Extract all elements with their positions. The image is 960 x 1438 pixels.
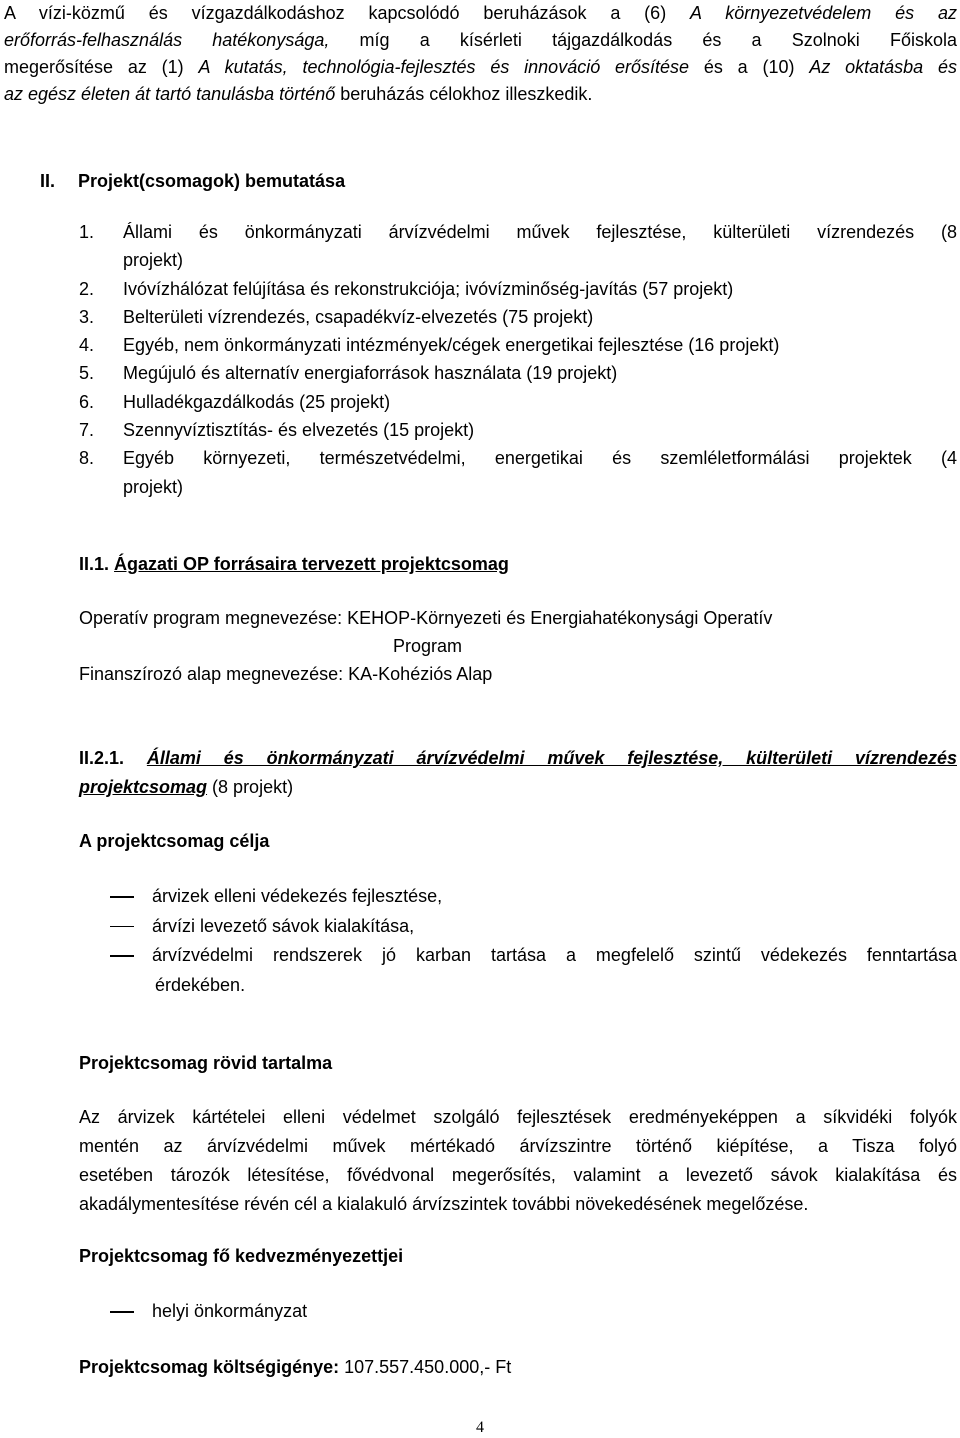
list-number: 6.: [79, 391, 95, 412]
section-heading-ii-2-1: [79, 744, 957, 802]
list-item-text: Állami és önkormányzati árvízvédelmi művek fejlesztése, külterületi vízrendezés (8: [123, 222, 957, 242]
cost-value: 107.557.450.000,- Ft: [339, 1357, 512, 1377]
content-line: esetében tározók létesítése, fővédvonal megerősítés, valamint a levezető sávok kialakítása és: [79, 1165, 957, 1185]
op-info: [79, 604, 957, 688]
content-line: mentén az árvízvédelmi művek mértékadó árvízszintre történő kiépítése, a Tisza folyó: [79, 1136, 957, 1156]
intro-text: megerősítése az (1): [4, 57, 199, 77]
content-line: Az árvizek kártételei elleni védelmet szolgáló fejlesztések eredményeképpen a síkvidéki folyók: [79, 1107, 957, 1127]
list-item-text: Egyéb, nem önkormányzati intézmények/cégek energetikai fejlesztése (16 projekt): [123, 335, 780, 356]
section-heading-ii: [40, 168, 345, 195]
list-number: 7.: [79, 420, 95, 441]
list-number: 8.: [79, 448, 95, 469]
list-number: 1.: [79, 222, 95, 242]
project-list: [79, 218, 957, 501]
list-item: [79, 416, 957, 444]
intro-line-4: [4, 81, 957, 108]
cost-label: Projektcsomag költségigénye:: [79, 1357, 340, 1377]
intro-text: A vízi-közmű és vízgazdálkodáshoz kapcsolódó beruházások a (6): [4, 3, 691, 23]
list-item-text: Egyéb környezeti, természetvédelmi, energetikai és szemléletformálási projektek (4: [123, 448, 957, 469]
dash-bullet-icon: [110, 896, 134, 898]
section-number: II.2.1.: [79, 748, 125, 768]
list-item: [79, 331, 957, 359]
section-title: Állami és önkormányzati árvízvédelmi művek fejlesztése, külterületi vízrendezés: [146, 748, 957, 768]
section-title: Ágazati OP forrásaira tervezett projektcsomag: [114, 554, 509, 574]
intro-line-1: [4, 0, 957, 27]
goal-heading: A projektcsomag célja: [79, 831, 270, 851]
content-heading: Projektcsomag rövid tartalma: [79, 1053, 333, 1073]
section-number: II.1.: [79, 554, 110, 574]
list-number: 3.: [79, 306, 95, 327]
intro-italic-text: az egész életen át tartó tanulásba történő: [4, 84, 336, 104]
list-item: [110, 882, 957, 912]
list-item: [110, 1297, 957, 1327]
fund-value: KA-Kohéziós Alap: [348, 664, 493, 684]
intro-italic-text: A környezetvédelem és az: [690, 3, 957, 23]
fund-label: Finanszírozó alap megnevezése:: [79, 664, 349, 684]
cost-line: [79, 1354, 511, 1381]
list-item-text: árvízi levezető sávok kialakítása,: [152, 915, 415, 936]
program-value: KEHOP-Környezeti és Energiahatékonysági Operatív: [347, 608, 773, 628]
list-item-text-cont: projekt): [123, 250, 184, 271]
beneficiaries-list: [110, 1297, 957, 1327]
list-item-text: árvizek elleni védekezés fejlesztése,: [152, 886, 443, 906]
section-title-line-1: [79, 744, 957, 773]
list-item: [79, 444, 957, 501]
content-paragraph: [79, 1103, 957, 1219]
list-item: [79, 359, 957, 387]
page-number: 4: [476, 1419, 484, 1436]
list-number: 5.: [79, 363, 95, 384]
list-item: [79, 275, 957, 303]
section-title: Projekt(csomagok) bemutatása: [78, 171, 346, 191]
list-item: [79, 388, 957, 416]
list-item-text: Megújuló és alternatív energiaforrások használata (19 projekt): [123, 363, 618, 384]
program-value-cont: Program: [393, 636, 463, 656]
list-item: [110, 912, 957, 942]
intro-italic-text: erőforrás-felhasználás hatékonysága,: [4, 30, 330, 50]
list-number: 4.: [79, 335, 95, 356]
dash-bullet-icon: [110, 926, 134, 928]
intro-line-3: [4, 54, 957, 81]
section-suffix: (8 projekt): [207, 777, 294, 797]
goal-list: [110, 882, 957, 1000]
list-item-text: árvízvédelmi rendszerek jó karban tartása a megfelelő szintű védekezés fenntartása: [152, 945, 957, 965]
intro-italic-text: A kutatás, technológia-fejlesztés és innováció erősítése: [198, 57, 690, 77]
section-heading-ii-1: [79, 551, 509, 578]
list-item-text: Szennyvíztisztítás- és elvezetés (15 projekt): [123, 420, 475, 441]
section-number: II.: [40, 171, 56, 191]
list-item: [79, 303, 957, 331]
list-item-text: Ivóvízhálózat felújítása és rekonstrukciója; ivóvízminőség-javítás (57 projekt): [123, 278, 734, 299]
intro-text: beruházás célokhoz illeszkedik.: [335, 84, 593, 104]
intro-text: és a (10): [689, 57, 810, 77]
intro-line-2: [4, 27, 957, 54]
dash-bullet-icon: [110, 1311, 134, 1313]
list-item-text-cont: érdekében.: [155, 974, 246, 995]
list-item: [110, 941, 957, 1000]
intro-paragraph: [4, 0, 957, 108]
intro-text: míg a kísérleti tájgazdálkodás és a Szolnoki Főiskola: [329, 30, 957, 50]
beneficiaries-heading: Projektcsomag fő kedvezményezettjei: [79, 1246, 404, 1266]
list-item-text: helyi önkormányzat: [152, 1301, 308, 1321]
program-label: Operatív program megnevezése:: [79, 608, 348, 628]
content-line: akadálymentesítése révén cél a kialakuló árvízszintek további növekedésének megelőzése.: [79, 1194, 809, 1214]
section-title-line-2: [79, 773, 957, 802]
list-item-text: Hulladékgazdálkodás (25 projekt): [123, 391, 391, 412]
list-item: [79, 218, 957, 275]
list-number: 2.: [79, 278, 95, 299]
section-title-cont: projektcsomag: [79, 777, 208, 797]
list-item-text: Belterületi vízrendezés, csapadékvíz-elvezetés (75 projekt): [123, 306, 594, 327]
intro-italic-text: Az oktatásba és: [809, 57, 957, 77]
list-item-text-cont: projekt): [123, 476, 184, 497]
dash-bullet-icon: [110, 955, 134, 957]
